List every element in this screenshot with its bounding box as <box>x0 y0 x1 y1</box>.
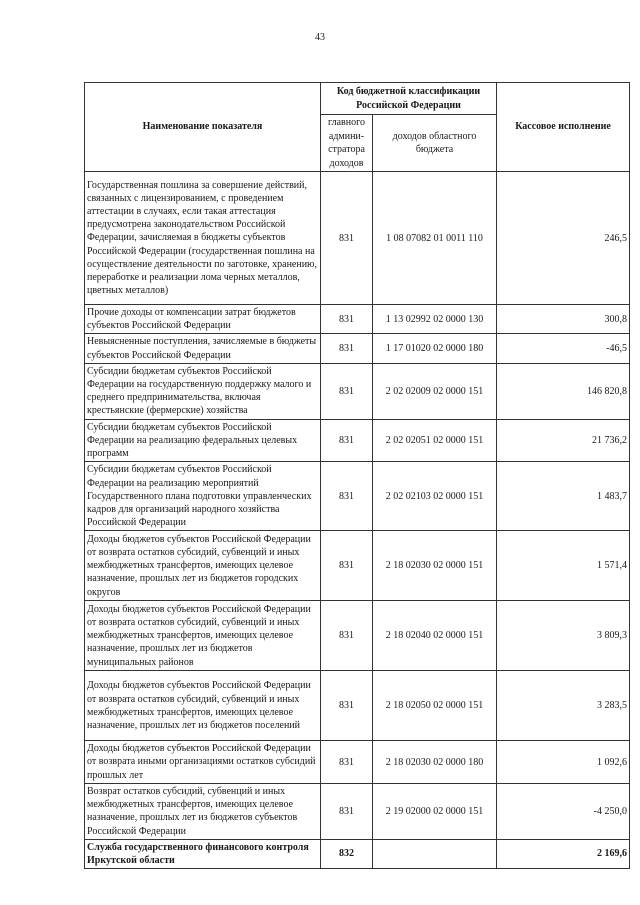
row-income-code: 1 17 01020 02 0000 180 <box>373 334 497 363</box>
table-row <box>85 462 630 531</box>
row-income-code: 2 18 02030 02 0000 180 <box>373 741 497 784</box>
table-row <box>85 334 630 363</box>
total-income-code <box>373 839 497 868</box>
row-income-code: 1 13 02992 02 0000 130 <box>373 305 497 334</box>
row-income-code: 1 08 07082 01 0011 110 <box>373 172 497 305</box>
row-admin-code: 831 <box>321 334 373 363</box>
row-income-code: 2 18 02030 02 0000 151 <box>373 531 497 601</box>
row-admin-code: 831 <box>321 363 373 419</box>
header-admin: главного админи-стратора доходов <box>321 115 373 172</box>
table-row <box>85 172 630 305</box>
row-admin-code: 831 <box>321 531 373 601</box>
row-name: Государственная пошлина за совершение действий, связанных с лицензированием, с проведением аттестации в случаях, если такая аттестация предусмотрена законодательством Российской Федерации, зачисляемая в бюджеты субъектов Российской Федерации (государственная пошлина на осуществление деятельности по заготовке, хранению, переработке и реализации лома черных металлов, цветных металлов) <box>85 172 321 305</box>
row-amount: 3 809,3 <box>497 601 630 671</box>
row-name: Доходы бюджетов субъектов Российской Федерации от возврата остатков субсидий, субвенций и иных межбюджетных трансфертов, имеющих целевое назначение, прошлых лет из бюджетов городских округов <box>85 531 321 601</box>
total-row <box>85 839 630 868</box>
row-name: Возврат остатков субсидий, субвенций и иных межбюджетных трансфертов, имеющих целевое назначение, прошлых лет из бюджетов субъектов Российской Федерации <box>85 783 321 839</box>
row-admin-code: 831 <box>321 305 373 334</box>
row-amount: 1 571,4 <box>497 531 630 601</box>
row-income-code: 2 02 02103 02 0000 151 <box>373 462 497 531</box>
table-row <box>85 363 630 419</box>
total-admin-code: 832 <box>321 839 373 868</box>
header-code-group: Код бюджетной классификации Российской Федерации <box>321 83 497 115</box>
row-amount: 3 283,5 <box>497 671 630 741</box>
row-name: Доходы бюджетов субъектов Российской Федерации от возврата иными организациями остатков субсидий прошлых лет <box>85 741 321 784</box>
row-amount: 146 820,8 <box>497 363 630 419</box>
row-amount: -4 250,0 <box>497 783 630 839</box>
row-amount: 300,8 <box>497 305 630 334</box>
row-name: Субсидии бюджетам субъектов Российской Федерации на реализацию мероприятий Государственного плана подготовки управленческих кадров для организаций народного хозяйства Российской Федерации <box>85 462 321 531</box>
header-name: Наименование показателя <box>85 83 321 172</box>
row-admin-code: 831 <box>321 462 373 531</box>
total-amount: 2 169,6 <box>497 839 630 868</box>
total-name: Служба государственного финансового контроля Иркутской области <box>85 839 321 868</box>
row-name: Доходы бюджетов субъектов Российской Федерации от возврата остатков субсидий, субвенций и иных межбюджетных трансфертов, имеющих целевое назначение, прошлых лет из бюджетов муниципальных районов <box>85 601 321 671</box>
row-amount: 1 483,7 <box>497 462 630 531</box>
row-admin-code: 831 <box>321 172 373 305</box>
table-row <box>85 601 630 671</box>
row-admin-code: 831 <box>321 741 373 784</box>
row-amount: 246,5 <box>497 172 630 305</box>
header-amount: Кассовое исполнение <box>497 83 630 172</box>
row-admin-code: 831 <box>321 419 373 462</box>
budget-table <box>84 82 630 869</box>
row-income-code: 2 18 02040 02 0000 151 <box>373 601 497 671</box>
page-number: 43 <box>315 32 325 43</box>
row-name: Субсидии бюджетам субъектов Российской Федерации на государственную поддержку малого и среднего предпринимательства, включая крестьянские (фермерские) хозяйства <box>85 363 321 419</box>
row-admin-code: 831 <box>321 671 373 741</box>
row-admin-code: 831 <box>321 601 373 671</box>
table-row <box>85 419 630 462</box>
table-row <box>85 305 630 334</box>
row-name: Доходы бюджетов субъектов Российской Федерации от возврата остатков субсидий, субвенций и иных межбюджетных трансфертов, имеющих целевое назначение, прошлых лет из бюджетов поселений <box>85 671 321 741</box>
header-row <box>85 83 630 115</box>
table-row <box>85 531 630 601</box>
row-amount: 1 092,6 <box>497 741 630 784</box>
row-income-code: 2 19 02000 02 0000 151 <box>373 783 497 839</box>
table-row <box>85 671 630 741</box>
row-income-code: 2 02 02051 02 0000 151 <box>373 419 497 462</box>
row-admin-code: 831 <box>321 783 373 839</box>
row-amount: -46,5 <box>497 334 630 363</box>
table-row <box>85 741 630 784</box>
row-amount: 21 736,2 <box>497 419 630 462</box>
row-income-code: 2 18 02050 02 0000 151 <box>373 671 497 741</box>
row-income-code: 2 02 02009 02 0000 151 <box>373 363 497 419</box>
row-name: Невыясненные поступления, зачисляемые в бюджеты субъектов Российской Федерации <box>85 334 321 363</box>
header-code: доходов областного бюджета <box>373 115 497 172</box>
table-row <box>85 783 630 839</box>
row-name: Прочие доходы от компенсации затрат бюджетов субъектов Российской Федерации <box>85 305 321 334</box>
row-name: Субсидии бюджетам субъектов Российской Федерации на реализацию федеральных целевых программ <box>85 419 321 462</box>
